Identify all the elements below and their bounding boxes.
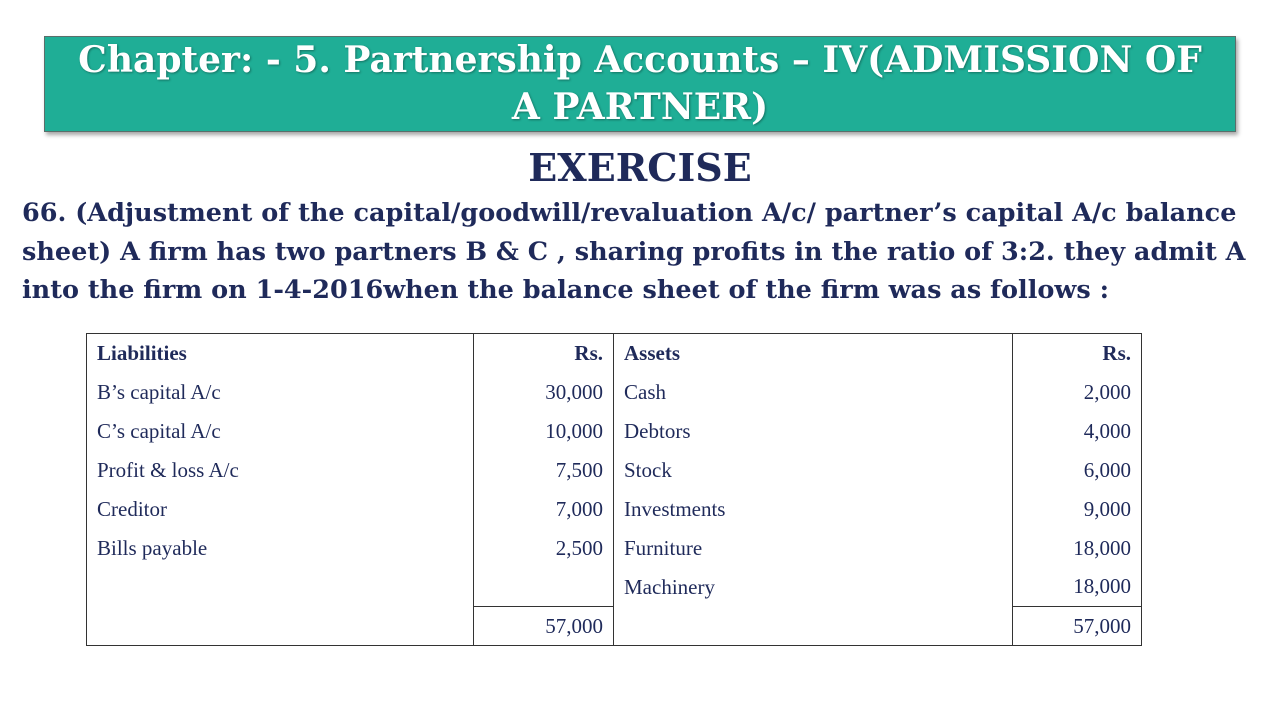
header-assets: Assets bbox=[614, 334, 1013, 373]
liability-amount: 30,000 bbox=[474, 373, 614, 412]
table-row bbox=[87, 412, 1142, 451]
asset-amount: 6,000 bbox=[1013, 451, 1142, 490]
totals-asset-blank bbox=[614, 607, 1013, 646]
asset-name: Stock bbox=[614, 451, 1013, 490]
liabilities-total: 57,000 bbox=[474, 607, 614, 646]
liability-name: B’s capital A/c bbox=[87, 373, 474, 412]
header-liabilities: Liabilities bbox=[87, 334, 474, 373]
chapter-banner bbox=[44, 36, 1236, 132]
chapter-title: Chapter: - 5. Partnership Accounts – IV(ADMISSION OF A PARTNER) bbox=[78, 39, 1202, 128]
liability-amount bbox=[474, 568, 614, 607]
asset-name: Investments bbox=[614, 490, 1013, 529]
asset-amount: 9,000 bbox=[1013, 490, 1142, 529]
totals-row bbox=[87, 607, 1142, 646]
liability-amount: 7,500 bbox=[474, 451, 614, 490]
liability-amount: 2,500 bbox=[474, 529, 614, 568]
liability-name bbox=[87, 568, 474, 607]
balance-sheet-table bbox=[86, 333, 1142, 646]
asset-name: Machinery bbox=[614, 568, 1013, 607]
header-liab-amount: Rs. bbox=[474, 334, 614, 373]
table-row bbox=[87, 373, 1142, 412]
asset-amount: 18,000 bbox=[1013, 529, 1142, 568]
liability-name: Creditor bbox=[87, 490, 474, 529]
asset-name: Cash bbox=[614, 373, 1013, 412]
table-row bbox=[87, 490, 1142, 529]
liability-name: C’s capital A/c bbox=[87, 412, 474, 451]
asset-amount: 4,000 bbox=[1013, 412, 1142, 451]
assets-total: 57,000 bbox=[1013, 607, 1142, 646]
table-row bbox=[87, 568, 1142, 607]
totals-liability-blank bbox=[87, 607, 474, 646]
header-asset-amount: Rs. bbox=[1013, 334, 1142, 373]
asset-amount: 2,000 bbox=[1013, 373, 1142, 412]
exercise-heading: EXERCISE bbox=[528, 145, 752, 190]
asset-name: Furniture bbox=[614, 529, 1013, 568]
table-header-row bbox=[87, 334, 1142, 373]
asset-amount: 18,000 bbox=[1013, 568, 1142, 607]
question-text: 66. (Adjustment of the capital/goodwill/revaluation A/c/ partner’s capital A/c balance sheet) A firm has two partners B & C , sharing profits in the ratio of 3:2. they admit A into the firm on 1-4-2016when the balance sheet of the firm was as follows : bbox=[22, 198, 1246, 305]
liability-amount: 7,000 bbox=[474, 490, 614, 529]
liability-amount: 10,000 bbox=[474, 412, 614, 451]
table-row bbox=[87, 529, 1142, 568]
liability-name: Profit & loss A/c bbox=[87, 451, 474, 490]
table-row bbox=[87, 451, 1142, 490]
liability-name: Bills payable bbox=[87, 529, 474, 568]
asset-name: Debtors bbox=[614, 412, 1013, 451]
